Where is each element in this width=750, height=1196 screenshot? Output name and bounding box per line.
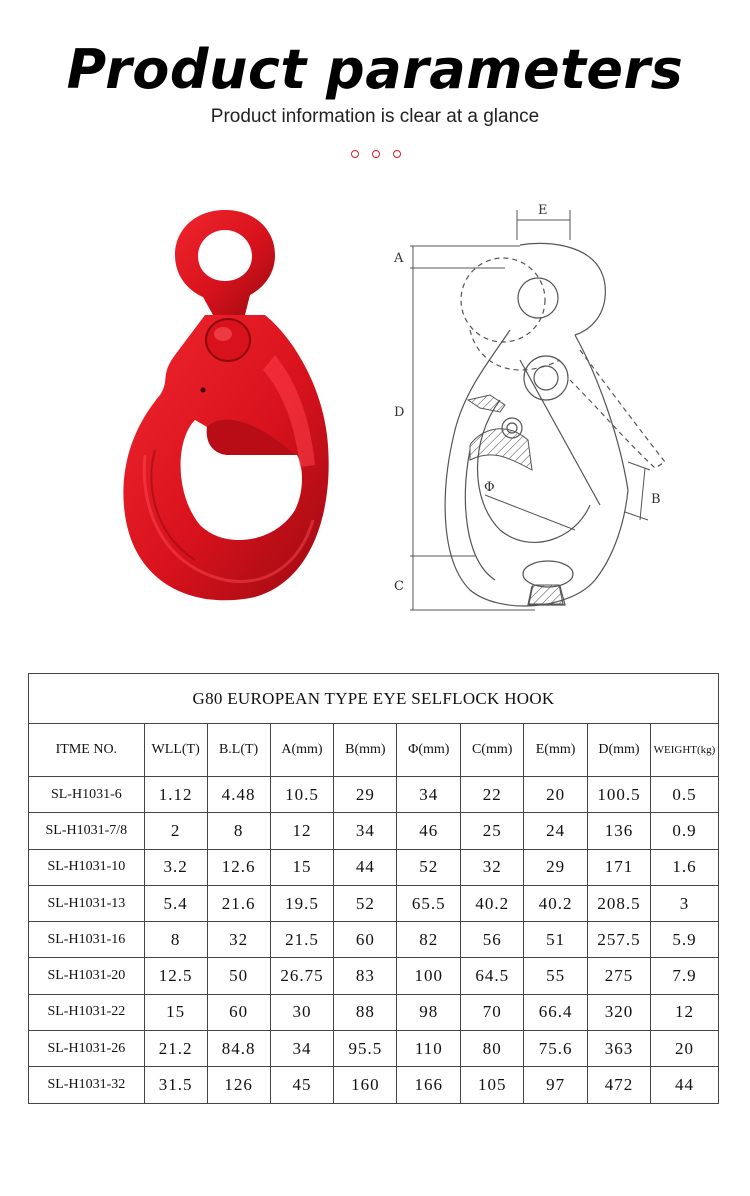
- column-header: A(mm): [270, 724, 334, 777]
- table-cell: 34: [270, 1031, 334, 1067]
- table-cell: 0.5: [650, 777, 718, 813]
- table-row: [29, 885, 719, 921]
- table-cell: 15: [144, 994, 207, 1030]
- table-row: [29, 1067, 719, 1103]
- table-row: [29, 1031, 719, 1067]
- table-cell: 50: [207, 958, 270, 994]
- table-cell: 19.5: [270, 885, 334, 921]
- table-cell: 34: [334, 813, 397, 849]
- table-cell: 52: [397, 849, 461, 885]
- table-cell: 2: [144, 813, 207, 849]
- table-cell: 110: [397, 1031, 461, 1067]
- table-cell: 60: [207, 994, 270, 1030]
- table-cell: 22: [461, 777, 524, 813]
- table-cell: 100.5: [588, 777, 651, 813]
- table-cell: SL-H1031-20: [29, 958, 145, 994]
- table-cell: 8: [207, 813, 270, 849]
- table-cell: 10.5: [270, 777, 334, 813]
- table-cell: 160: [334, 1067, 397, 1103]
- table-cell: 8: [144, 922, 207, 958]
- table-cell: 64.5: [461, 958, 524, 994]
- table-cell: 24: [524, 813, 588, 849]
- dim-label-d: D: [394, 405, 405, 420]
- table-cell: 3.2: [144, 849, 207, 885]
- table-cell: 60: [334, 922, 397, 958]
- page-title: Product parameters: [66, 38, 684, 101]
- table-cell: 21.6: [207, 885, 270, 921]
- table-cell: 26.75: [270, 958, 334, 994]
- table-cell: 80: [461, 1031, 524, 1067]
- table-cell: 275: [588, 958, 651, 994]
- column-header: Φ(mm): [397, 724, 461, 777]
- table-cell: 136: [588, 813, 651, 849]
- dot-icon: [351, 150, 359, 158]
- table-cell: 95.5: [334, 1031, 397, 1067]
- table-cell: 21.5: [270, 922, 334, 958]
- table-cell: 55: [524, 958, 588, 994]
- table-cell: 12: [650, 994, 718, 1030]
- column-header: WLL(T): [144, 724, 207, 777]
- column-header: B(mm): [334, 724, 397, 777]
- table-cell: 15: [270, 849, 334, 885]
- table-cell: 29: [334, 777, 397, 813]
- table-cell: 40.2: [461, 885, 524, 921]
- table-cell: 257.5: [588, 922, 651, 958]
- table-cell: 40.2: [524, 885, 588, 921]
- dim-label-b: B: [651, 492, 661, 507]
- table-row: [29, 849, 719, 885]
- table-row: [29, 777, 719, 813]
- table-cell: 5.4: [144, 885, 207, 921]
- table-cell: 7.9: [650, 958, 718, 994]
- table-cell: SL-H1031-7/8: [29, 813, 145, 849]
- dot-icon: [393, 150, 401, 158]
- table-cell: 0.9: [650, 813, 718, 849]
- table-row: [29, 922, 719, 958]
- table-cell: 88: [334, 994, 397, 1030]
- table-row: [29, 958, 719, 994]
- table-cell: 5.9: [650, 922, 718, 958]
- table-cell: 82: [397, 922, 461, 958]
- table-cell: SL-H1031-22: [29, 994, 145, 1030]
- hook-product-image: [115, 205, 345, 605]
- table-row: [29, 813, 719, 849]
- table-cell: 32: [207, 922, 270, 958]
- table-cell: 105: [461, 1067, 524, 1103]
- dim-label-e: E: [538, 203, 548, 218]
- spec-table: [28, 673, 719, 1104]
- table-cell: 208.5: [588, 885, 651, 921]
- table-cell: 65.5: [397, 885, 461, 921]
- column-header: ITME NO.: [29, 724, 145, 777]
- column-header: B.L(T): [207, 724, 270, 777]
- table-caption: G80 EUROPEAN TYPE EYE SELFLOCK HOOK: [29, 674, 719, 724]
- table-cell: 171: [588, 849, 651, 885]
- table-cell: 1.6: [650, 849, 718, 885]
- table-cell: 3: [650, 885, 718, 921]
- table-cell: 84.8: [207, 1031, 270, 1067]
- table-cell: SL-H1031-26: [29, 1031, 145, 1067]
- table-cell: SL-H1031-32: [29, 1067, 145, 1103]
- column-header: D(mm): [588, 724, 651, 777]
- table-cell: 51: [524, 922, 588, 958]
- column-header: E(mm): [524, 724, 588, 777]
- table-cell: 45: [270, 1067, 334, 1103]
- table-cell: 1.12: [144, 777, 207, 813]
- dim-label-a: A: [394, 251, 404, 266]
- table-cell: 20: [524, 777, 588, 813]
- table-cell: SL-H1031-13: [29, 885, 145, 921]
- table-cell: 363: [588, 1031, 651, 1067]
- table-cell: SL-H1031-16: [29, 922, 145, 958]
- table-cell: 25: [461, 813, 524, 849]
- table-cell: 29: [524, 849, 588, 885]
- table-header-row: [29, 724, 719, 777]
- table-cell: SL-H1031-6: [29, 777, 145, 813]
- table-cell: 52: [334, 885, 397, 921]
- table-cell: 320: [588, 994, 651, 1030]
- dim-label-c: C: [394, 579, 404, 594]
- table-cell: 31.5: [144, 1067, 207, 1103]
- table-cell: 44: [650, 1067, 718, 1103]
- hook-technical-drawing: [380, 195, 680, 620]
- page-subtitle: Product information is clear at a glance: [210, 106, 540, 127]
- table-cell: 30: [270, 994, 334, 1030]
- column-header: WEIGHT(kg): [650, 724, 718, 777]
- table-cell: 98: [397, 994, 461, 1030]
- table-cell: 66.4: [524, 994, 588, 1030]
- table-cell: 56: [461, 922, 524, 958]
- table-cell: 166: [397, 1067, 461, 1103]
- decorative-dots: [351, 150, 401, 160]
- table-cell: SL-H1031-10: [29, 849, 145, 885]
- table-cell: 472: [588, 1067, 651, 1103]
- dim-label-phi: Φ: [484, 480, 495, 495]
- table-cell: 126: [207, 1067, 270, 1103]
- table-row: [29, 994, 719, 1030]
- table-cell: 12.6: [207, 849, 270, 885]
- table-cell: 46: [397, 813, 461, 849]
- table-cell: 34: [397, 777, 461, 813]
- table-cell: 12: [270, 813, 334, 849]
- table-cell: 97: [524, 1067, 588, 1103]
- column-header: C(mm): [461, 724, 524, 777]
- table-cell: 21.2: [144, 1031, 207, 1067]
- table-cell: 44: [334, 849, 397, 885]
- table-cell: 12.5: [144, 958, 207, 994]
- table-cell: 100: [397, 958, 461, 994]
- dot-icon: [372, 150, 380, 158]
- table-cell: 70: [461, 994, 524, 1030]
- table-cell: 83: [334, 958, 397, 994]
- table-cell: 32: [461, 849, 524, 885]
- table-cell: 20: [650, 1031, 718, 1067]
- table-cell: 75.6: [524, 1031, 588, 1067]
- table-cell: 4.48: [207, 777, 270, 813]
